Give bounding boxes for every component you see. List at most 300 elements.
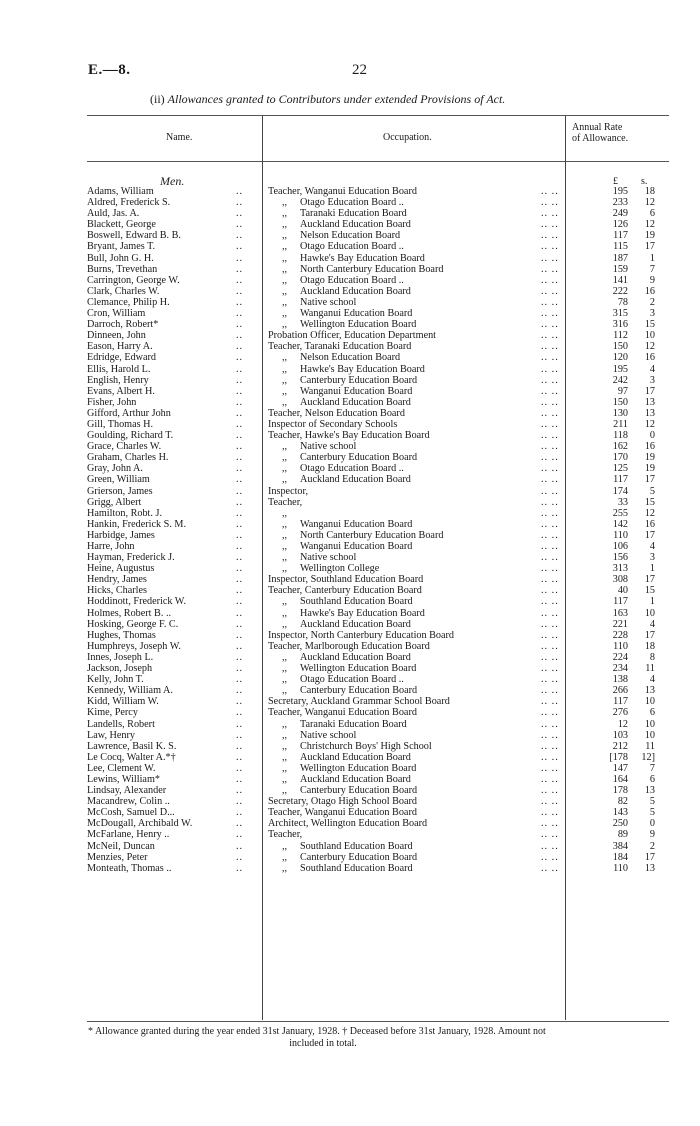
leader-dots: .. [236,285,244,297]
occupation: Secretary, Auckland Grammar School Board [268,696,450,708]
allowance-pounds: 163 [612,607,628,619]
leader-dots: .. [236,674,244,686]
allowance-shillings: 12 [644,418,655,430]
leader-dots: .. [236,785,244,797]
contributor-name: Menzies, Peter [87,851,148,863]
allowance-shillings: 8 [649,651,655,663]
leader-dots: .. .. [541,707,559,719]
leader-dots: .. .. [541,718,559,730]
leader-dots: .. .. [541,518,559,530]
occupation: Teacher, Wanganui Education Board [268,807,417,819]
leader-dots: .. [236,640,244,652]
leader-dots: .. [236,430,244,442]
occupation: Wellington Education Board [300,762,417,774]
ditto-mark: ,, [282,263,288,275]
leader-dots: .. [236,230,244,242]
table-row [0,530,700,541]
table-row [0,375,700,386]
contributor-name: Goulding, Richard T. [87,430,174,442]
leader-dots: .. .. [541,785,559,797]
leader-dots: .. .. [541,685,559,697]
leader-dots: .. .. [541,640,559,652]
leader-dots: .. .. [541,651,559,663]
leader-dots: .. [236,796,244,808]
allowance-shillings: 17 [644,474,655,486]
leader-dots: .. .. [541,840,559,852]
contributor-name: Eason, Harry A. [87,341,153,353]
allowance-pounds: 106 [612,541,628,552]
occupation: Canterbury Education Board [300,452,418,464]
leader-dots: .. [236,296,244,308]
allowance-pounds: 255 [612,507,628,519]
allowance-shillings: 18 [644,186,655,197]
allowance-pounds: 159 [612,263,628,275]
leader-dots: .. [236,463,244,475]
allowance-shillings: 9 [649,829,655,841]
table-row [0,474,700,485]
allowance-shillings: 18 [644,640,655,652]
table-row [0,397,700,408]
table-row [0,519,700,530]
allowance-shillings: 10 [644,330,655,342]
ditto-mark: ,, [282,596,288,608]
ditto-mark: ,, [282,241,288,253]
allowance-pounds: 174 [612,485,628,497]
allowance-pounds: 117 [613,696,628,708]
ditto-mark: ,, [282,274,288,286]
table-row [0,197,700,208]
leader-dots: .. [236,618,244,630]
leader-dots: .. [236,529,244,541]
allowance-shillings: 2 [649,296,655,308]
allowance-shillings: 5 [649,807,655,819]
leader-dots: .. [236,663,244,675]
leader-dots: .. [236,541,244,552]
leader-dots: .. [236,718,244,730]
occupation: Teacher, Wanganui Education Board [268,707,417,719]
contributor-name: Evans, Albert H. [87,385,155,397]
ditto-mark: ,, [282,208,288,220]
occupation: Auckland Education Board [300,751,411,763]
leader-dots: .. .. [541,507,559,519]
contributor-name: Holmes, Robert B. .. [87,607,172,619]
occupation: Auckland Education Board [300,773,411,785]
footnote [88,1026,678,1050]
occupation: Auckland Education Board [300,651,411,663]
footer-rule [87,1021,669,1022]
leader-dots: .. [236,840,244,852]
leader-dots: .. .. [541,596,559,608]
occupation: Canterbury Education Board [300,685,418,697]
allowance-pounds: 178 [612,785,628,797]
occupation: Wellington Education Board [300,319,417,331]
contributor-name: Auld, Jas. A. [87,208,140,220]
ditto-mark: ,, [282,685,288,697]
contributor-name: Edridge, Edward [87,352,157,364]
table-row [0,308,700,319]
allowance-pounds: 316 [612,319,628,331]
section-heading-men: Men. [160,174,185,188]
occupation: Native school [300,296,357,308]
allowance-pounds: 142 [612,518,628,530]
leader-dots: .. .. [541,186,559,197]
allowance-pounds: 78 [617,296,628,308]
shillings-symbol: s. [641,176,648,187]
allowance-pounds: 110 [613,640,628,652]
contributor-name: Bryant, James T. [87,241,156,253]
occupation: Teacher, Canterbury Education Board [268,585,422,597]
occupation: Native school [300,552,357,564]
allowance-shillings: 16 [644,441,655,453]
leader-dots: .. .. [541,319,559,331]
allowance-shillings: 16 [644,285,655,297]
table-row [0,352,700,363]
leader-dots: .. [236,740,244,752]
allowance-shillings: 17 [644,574,655,586]
allowance-pounds: [178 [609,751,628,763]
allowance-pounds: 233 [612,197,628,209]
leader-dots: .. .. [541,296,559,308]
allowance-shillings: 12 [644,507,655,519]
occupation: Auckland Education Board [300,285,411,297]
leader-dots: .. [236,851,244,863]
occupation: Taranaki Education Board [300,208,407,220]
contributor-name: McFarlane, Henry .. [87,829,170,841]
allowance-pounds: 138 [612,674,628,686]
leader-dots: .. [236,563,244,575]
contributor-name: Jackson, Joseph [87,663,153,675]
occupation: Auckland Education Board [300,396,411,408]
allowance-pounds: 115 [613,241,628,253]
contributor-name: Adams, William [87,186,154,197]
contributor-name: Clark, Charles W. [87,285,160,297]
table-row [0,230,700,241]
leader-dots: .. .. [541,607,559,619]
allowance-shillings: 17 [644,241,655,253]
allowance-pounds: 110 [613,862,628,874]
table-row [0,264,700,275]
occupation: Native school [300,729,357,741]
occupation: Otago Education Board .. [300,674,404,686]
occupation: Wanganui Education Board [300,308,413,320]
rate-header-line1: Annual Rate [572,122,623,133]
allowance-shillings: 12 [644,219,655,231]
allowance-shillings: 16 [644,518,655,530]
column-header-occupation: Occupation. [383,132,432,143]
leader-dots: .. [236,729,244,741]
allowance-shillings: 13 [644,785,655,797]
leader-dots: .. .. [541,430,559,442]
allowance-pounds: 184 [612,851,628,863]
allowance-pounds: 164 [612,773,628,785]
occupation: Taranaki Education Board [300,718,407,730]
allowance-shillings: 2 [649,840,655,852]
leader-dots: .. [236,263,244,275]
allowance-pounds: 228 [612,629,628,641]
occupation: Wellington College [300,563,380,575]
leader-dots: .. .. [541,796,559,808]
ditto-mark: ,, [282,607,288,619]
allowance-shillings: 15 [644,319,655,331]
contributor-name: Harbidge, James [87,529,155,541]
leader-dots: .. [236,629,244,641]
allowance-shillings: 1 [649,563,655,575]
leader-dots: .. [236,330,244,342]
occupation: Canterbury Education Board [300,785,418,797]
leader-dots: .. .. [541,696,559,708]
table-row [0,186,700,197]
contributor-name: English, Henry [87,374,149,386]
ditto-mark: ,, [282,552,288,564]
allowance-pounds: 266 [612,685,628,697]
allowance-pounds: 313 [612,563,628,575]
pounds-symbol: £ [613,176,618,187]
leader-dots: .. .. [541,862,559,874]
ditto-mark: ,, [282,441,288,453]
leader-dots: .. [236,507,244,519]
occupation: Auckland Education Board [300,219,411,231]
occupation: Christchurch Boys' High School [300,740,432,752]
table-row [0,741,700,752]
allowance-shillings: 12 [644,197,655,209]
allowance-shillings: 5 [649,796,655,808]
table-row [0,463,700,474]
allowance-shillings: 6 [649,773,655,785]
leader-dots: .. .. [541,729,559,741]
leader-dots: .. [236,418,244,430]
leader-dots: .. [236,829,244,841]
occupation: Southland Education Board [300,840,413,852]
allowance-pounds: 118 [613,430,628,442]
leader-dots: .. .. [541,230,559,242]
contributor-name: Harre, John [87,541,135,552]
table-row [0,341,700,352]
leader-dots: .. .. [541,674,559,686]
leader-dots: .. [236,252,244,264]
contributor-name: Gill, Thomas H. [87,418,154,430]
leader-dots: .. .. [541,285,559,297]
leader-dots: .. .. [541,418,559,430]
contributor-name: Darroch, Robert* [87,319,159,331]
table-row [0,863,700,874]
leader-dots: .. [236,352,244,364]
occupation: Southland Education Board [300,596,413,608]
ditto-mark: ,, [282,663,288,675]
contributor-name: Green, William [87,474,150,486]
allowance-shillings: 3 [649,552,655,564]
allowance-pounds: 143 [612,807,628,819]
leader-dots: .. [236,685,244,697]
column-header-name: Name. [166,132,193,143]
table-row [0,219,700,230]
allowance-shillings: 0 [649,430,655,442]
footnote-line2: included in total. [289,1038,357,1049]
leader-dots: .. .. [541,441,559,453]
leader-dots: .. [236,274,244,286]
contributor-name: Fisher, John [87,396,137,408]
allowance-pounds: 242 [612,374,628,386]
allowance-shillings: 3 [649,308,655,320]
ditto-mark: ,, [282,296,288,308]
leader-dots: .. [236,186,244,197]
allowance-shillings: 3 [649,374,655,386]
leader-dots: .. .. [541,208,559,220]
allowance-pounds: 141 [612,274,628,286]
allowance-pounds: 117 [613,596,628,608]
table-row [0,829,700,840]
allowance-shillings: 19 [644,463,655,475]
leader-dots: .. .. [541,452,559,464]
leader-dots: .. .. [541,585,559,597]
ditto-mark: ,, [282,729,288,741]
contributor-name: Kidd, William W. [87,696,159,708]
leader-dots: .. .. [541,474,559,486]
ditto-mark: ,, [282,862,288,874]
table-row [0,796,700,807]
leader-dots: .. [236,496,244,508]
allowance-shillings: 7 [649,762,655,774]
allowance-pounds: 125 [612,463,628,475]
leader-dots: .. .. [541,574,559,586]
leader-dots: .. .. [541,496,559,508]
leader-dots: .. .. [541,363,559,375]
allowance-shillings: 17 [644,851,655,863]
contributor-name: Gray, John A. [87,463,143,475]
leader-dots: .. .. [541,241,559,253]
allowance-shillings: 11 [645,740,655,752]
table-row [0,719,700,730]
page-number: 22 [352,62,367,78]
ditto-mark: ,, [282,785,288,797]
footnote-line1: * Allowance granted during the year ended 31st January, 1928. † Deceased before 31st January, 1928. Amount not [88,1026,546,1037]
ditto-mark: ,, [282,352,288,364]
table-row [0,541,700,552]
header-top-rule [87,115,669,116]
contributor-name: Heine, Augustus [87,563,155,575]
table-row [0,730,700,741]
table-row [0,497,700,508]
allowance-shillings: 0 [649,818,655,830]
allowance-pounds: 195 [612,186,628,197]
allowance-pounds: 384 [612,840,628,852]
leader-dots: .. [236,574,244,586]
table-row [0,641,700,652]
occupation: Teacher, [268,829,303,841]
occupation: Probation Officer, Education Department [268,330,437,342]
table-row [0,208,700,219]
table-row [0,807,700,818]
allowance-shillings: 15 [644,496,655,508]
leader-dots: .. [236,385,244,397]
occupation: Otago Education Board .. [300,463,404,475]
contributor-name: Carrington, George W. [87,274,180,286]
allowance-pounds: 12 [617,718,628,730]
allowance-pounds: 97 [617,385,628,397]
leader-dots: .. .. [541,851,559,863]
ditto-mark: ,, [282,507,288,519]
ditto-mark: ,, [282,840,288,852]
leader-dots: .. [236,308,244,320]
allowance-pounds: 187 [612,252,628,264]
contributor-name: Hosking, George F. C. [87,618,179,630]
table-row [0,386,700,397]
leader-dots: .. .. [541,663,559,675]
leader-dots: .. .. [541,773,559,785]
table-row [0,707,700,718]
table-row [0,508,700,519]
leader-dots: .. .. [541,740,559,752]
table-row [0,752,700,763]
allowance-shillings: 6 [649,707,655,719]
table-row [0,552,700,563]
allowance-shillings: 13 [644,396,655,408]
table-row [0,286,700,297]
leader-dots: .. [236,407,244,419]
table-row [0,419,700,430]
leader-dots: .. .. [541,818,559,830]
contributor-name: Dinneen, John [87,330,146,342]
contributor-name: Hicks, Charles [87,585,147,597]
table-row [0,297,700,308]
allowance-shillings: 11 [645,663,655,675]
allowance-shillings: 13 [644,685,655,697]
occupation: North Canterbury Education Board [300,529,444,541]
allowance-shillings: 6 [649,208,655,220]
contributor-name: Monteath, Thomas .. [87,862,172,874]
allowance-shillings: 1 [649,252,655,264]
leader-dots: .. [236,319,244,331]
leader-dots: .. [236,518,244,530]
allowance-shillings: 4 [649,363,655,375]
contributor-name: Le Cocq, Walter A.*† [87,751,176,763]
leader-dots: .. [236,197,244,209]
occupation: Architect, Wellington Education Board [268,818,428,830]
contributor-name: Ellis, Harold L. [87,363,151,375]
allowance-pounds: 112 [613,330,628,342]
leader-dots: .. [236,862,244,874]
allowance-shillings: 7 [649,263,655,275]
leader-dots: .. .. [541,563,559,575]
ditto-mark: ,, [282,285,288,297]
contributor-name: Law, Henry [87,729,135,741]
occupation: Inspector, [268,485,309,497]
occupation: Teacher, Marlborough Education Board [268,640,430,652]
allowance-pounds: 222 [612,285,628,297]
allowance-pounds: 150 [612,341,628,353]
leader-dots: .. [236,651,244,663]
table-row [0,852,700,863]
allowance-shillings: 10 [644,718,655,730]
allowance-shillings: 1 [649,596,655,608]
ditto-mark: ,, [282,541,288,552]
allowance-shillings: 15 [644,585,655,597]
occupation: Native school [300,441,357,453]
occupation: Teacher, Taranaki Education Board [268,341,412,353]
allowance-shillings: 19 [644,230,655,242]
occupation: Southland Education Board [300,862,413,874]
leader-dots: .. [236,396,244,408]
ditto-mark: ,, [282,463,288,475]
leader-dots: .. .. [541,263,559,275]
report-reference: E.—8. [88,62,131,78]
leader-dots: .. [236,751,244,763]
ditto-mark: ,, [282,197,288,209]
table-row [0,696,700,707]
ditto-mark: ,, [282,851,288,863]
allowance-pounds: 120 [612,352,628,364]
occupation: North Canterbury Education Board [300,263,444,275]
leader-dots: .. [236,441,244,453]
